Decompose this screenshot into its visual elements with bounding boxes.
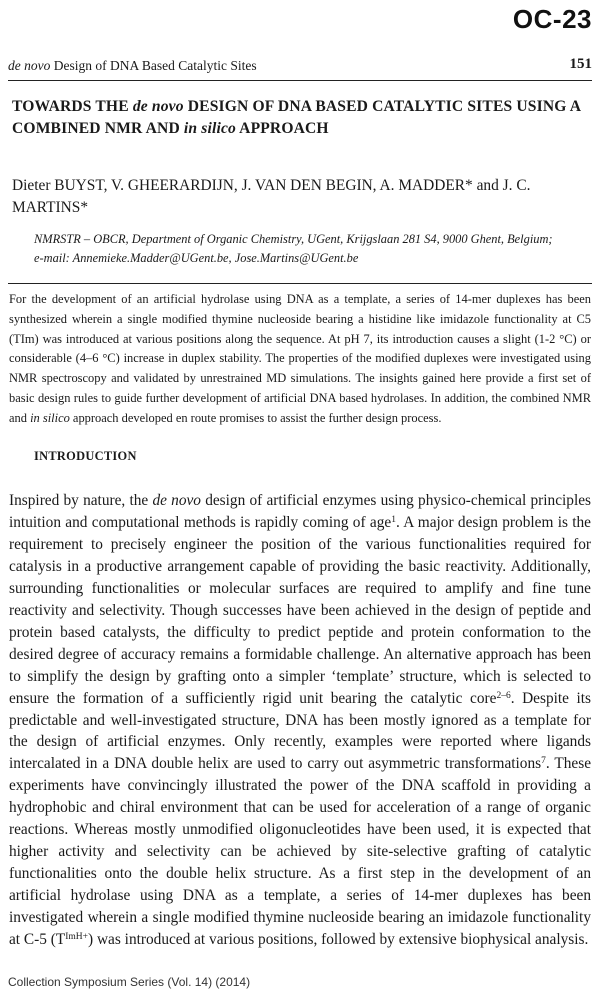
body-segment: design of artificial enzymes using physico-chemical principles intuition and computational methods is rapidly coming of age <box>9 492 591 531</box>
paper-title <box>12 96 587 140</box>
title-part-1: TOWARDS THE <box>12 98 133 115</box>
footer-series: Collection Symposium Series (Vol. 14) (2014) <box>8 975 251 989</box>
body-segment: . Despite its predictable and well-investigated structure, DNA has been mostly ignored as a template for the design of artificial enzymes. Only recently, examples were reported where ligands intercalated in a DNA double helix are used to carry out asymmetric transformations <box>9 689 591 773</box>
running-head-italic: de novo <box>8 58 51 73</box>
body-italic: de novo <box>152 492 201 509</box>
running-head-text: Design of DNA Based Catalytic Sites <box>50 58 257 73</box>
body-segment: . These experiments have convincingly illustrated the power of the DNA scaffold in providing a hydrophobic and chiral environment that can be used for acceleration of a range of organic reactions. Whereas mostly unmodified oligonucleotides have been used, it is expected that higher activity and selectivity can be achieved by site-selective grafting of catalytic functionalities onto the double helix structure. As a first step in the development of an artificial hydrolase using DNA as a template, a series of 14-mer duplexes has been investigated wherein a single modified thymine nucleoside bearing an imidazole functionality at C-5 (T <box>9 755 592 949</box>
running-head <box>8 58 257 74</box>
body-segment: Inspired by nature, the <box>9 492 153 509</box>
header-rule <box>8 80 592 81</box>
abstract-italic: in silico <box>30 410 70 425</box>
title-italic-2: in silico <box>183 120 236 137</box>
citation-ref: 2–6 <box>496 690 511 701</box>
title-part-3: APPROACH <box>235 120 329 137</box>
symposium-code: OC-23 <box>512 4 592 34</box>
abstract-top-rule <box>8 283 592 284</box>
abstract-end: approach developed en route promises to assist the further design process. <box>69 410 442 425</box>
citation-ref: 7 <box>541 756 546 767</box>
superscript-label: ImH+ <box>65 931 89 942</box>
affiliation-email: e-mail: Annemieke.Madder@UGent.be, Jose.Martins@UGent.be <box>34 251 359 265</box>
page-number: 151 <box>569 56 592 72</box>
affiliation <box>34 230 589 268</box>
section-heading-introduction: INTRODUCTION <box>34 449 137 463</box>
body-segment: . A major design problem is the requirement to precisely engineer the position of the various functionalities required for catalysis in a productive arrangement capable of providing the basic reactivity. Additionally, surrounding functionalities or molecular surfaces are required to amplify and fine tune reactivity and selectivity. Though successes have been achieved in the design of peptide and protein based catalysts, the difficulty to predict peptide and protein conformation to the desired degree of accuracy remains a formidable challenge. An alternative approach has been to simplify the design by grafting onto a simpler ‘template’ structure, which is selected to ensure the formation of a sufficiently rigid unit bearing the catalytic core <box>9 513 591 707</box>
citation-ref: 1 <box>391 514 396 525</box>
title-italic-1: de novo <box>132 98 184 115</box>
author-list: Dieter BUYST, V. GHEERARDIJN, J. VAN DEN BEGIN, A. MADDER* and J. C. MARTINS* <box>12 177 531 216</box>
body-segment: ) was introduced at various positions, followed by extensive biophysical analysis. <box>88 931 589 949</box>
abstract-main: For the development of an artificial hydrolase using DNA as a template, a series of 14-mer duplexes has been synthesized wherein a single modified thymine nucleoside bearing a histidine like imidazole functionality at C5 (TIm) was introduced at various positions along the sequence. At pH 7, its introduction causes a slight (1-2 °C) or considerable (4–6 °C) increase in duplex stability. The properties of the modified duplexes were investigated using NMR spectroscopy and validated by unrestrained MD simulations. The insights gained here provide a first set of basic design rules to guide further development of artificial DNA based hydrolases. In addition, the combined NMR and <box>9 292 591 425</box>
affiliation-address: NMRSTR – OBCR, Department of Organic Chemistry, UGent, Krijgslaan 281 S4, 9000 Ghent, Belgium; <box>34 232 553 246</box>
introduction-paragraph <box>9 490 591 951</box>
title-part-2: DESIGN OF DNA BASED CATALYTIC SITES USING A COMBINED NMR AND <box>12 98 581 137</box>
introduction-body <box>9 490 591 951</box>
abstract <box>9 290 591 428</box>
